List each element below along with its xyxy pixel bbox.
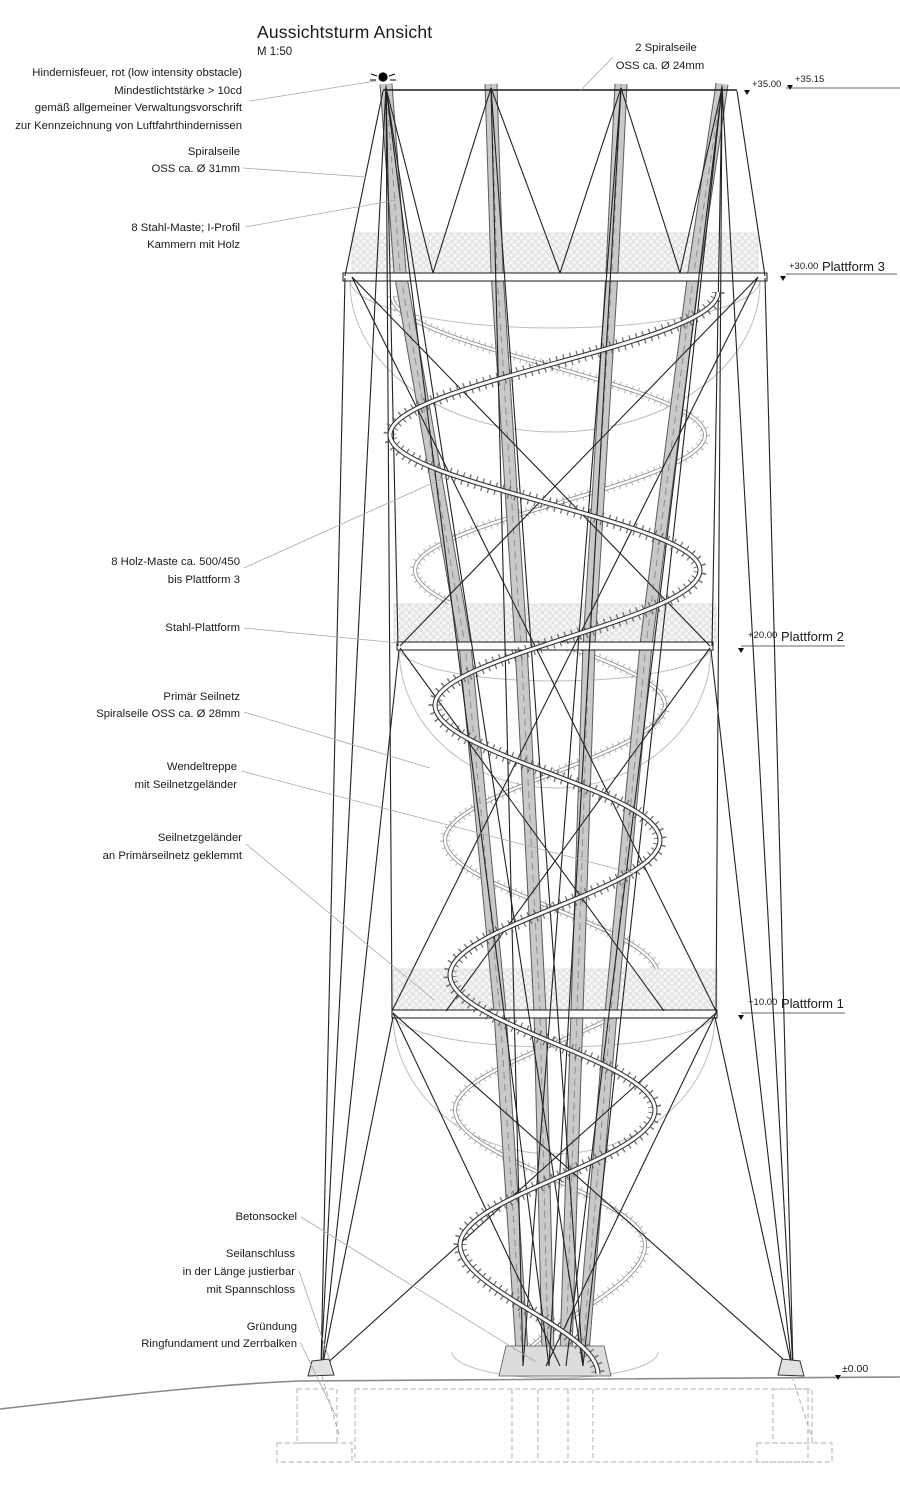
annotation-line: mit Seilnetzgeländer [134,779,237,791]
platform-1-deck [392,1010,717,1018]
annotation-line: OSS ca. Ø 24mm [615,60,705,72]
annotation-line: Spiralseile OSS ca. Ø 28mm [96,708,240,720]
annotation-stahl-plattform [165,622,240,634]
annotation-line: mit Spannschloss [206,1284,295,1296]
elevation-30-value: +30.00 [789,261,819,272]
annotation-primaer-seilnetz [96,691,240,720]
annotation-line: in der Länge justierbar [182,1266,295,1278]
annotation-line: 8 Holz-Maste ca. 500/450 [111,556,240,568]
annotation-seilanschluss [183,1248,296,1296]
platform-3-deck [343,273,767,281]
elevation-20-value: +20.00 [748,630,778,641]
foundation-dashed [277,1376,832,1462]
net-rings [350,280,760,1378]
platform-2-label: Plattform 2 [781,629,844,644]
obstacle-light-icon [370,72,396,81]
annotation-line: gemäß allgemeiner Verwaltungsvorschrift [34,102,242,114]
annotation-line: bis Plattform 3 [167,574,240,586]
elevation-10-value: +10.00 [748,997,778,1008]
annotation-line: Kammern mit Holz [147,239,240,251]
annotation-wendeltreppe [135,761,238,791]
annotation-line: 8 Stahl-Maste; I-Profil [131,222,240,234]
elevation-3515 [786,74,900,90]
annotation-line: OSS ca. Ø 31mm [151,163,240,175]
annotation-line: Primär Seilnetz [163,691,240,703]
annotation-line: 2 Spiralseile [635,42,697,54]
annotation-line: Ringfundament und Zerrbalken [141,1338,297,1350]
elevation-35-value: +35.00 [752,79,782,90]
elevation-20 [738,629,845,653]
drawing-scale: M 1:50 [257,46,293,58]
elevation-0-value: ±0.00 [842,1363,869,1375]
annotation-line: Seilanschluss [225,1248,295,1260]
annotation-line: zur Kennzeichnung von Luftfahrthindernissen [15,120,242,132]
annotation-hindernisfeuer [15,67,243,132]
annotation-spiralseile-31 [151,146,240,175]
anchor-left [308,1359,334,1376]
annotation-line: an Primärseilnetz geklemmt [102,850,242,862]
ground-line [0,1377,900,1409]
annotation-line: Gründung [246,1321,297,1333]
annotation-line: Mindestlichtstärke > 10cd [114,85,242,97]
platform-1-label: Plattform 1 [781,996,844,1011]
annotation-seilnetzgelaender [103,832,243,862]
elevation-3515-value: +35.15 [795,74,825,85]
elevation-10 [738,996,845,1020]
railing-band-p2 [394,604,716,642]
anchor-right [778,1359,804,1376]
elevation-35 [744,79,781,95]
annotation-line: Wendeltreppe [166,761,237,773]
elevation-30 [780,259,897,281]
annotation-line: Hindernisfeuer, rot (low intensity obstacle) [32,67,242,79]
annotation-gruendung [141,1321,297,1350]
annotation-line: Seilnetzgeländer [157,832,242,844]
annotation-spiralseile-24 [616,42,705,72]
elevation-markers [738,74,900,1380]
platform-3-label: Plattform 3 [822,259,885,274]
title-block [257,22,432,58]
annotation-line: Stahl-Plattform [165,622,240,634]
annotation-line: Spiralseile [187,146,240,158]
annotation-betonsockel [235,1211,297,1223]
annotation-holz-maste [111,556,240,586]
annotation-line: Betonsockel [235,1211,297,1223]
annotation-stahl-maste [131,222,240,251]
drawing-title: Aussichtsturm Ansicht [257,22,433,42]
